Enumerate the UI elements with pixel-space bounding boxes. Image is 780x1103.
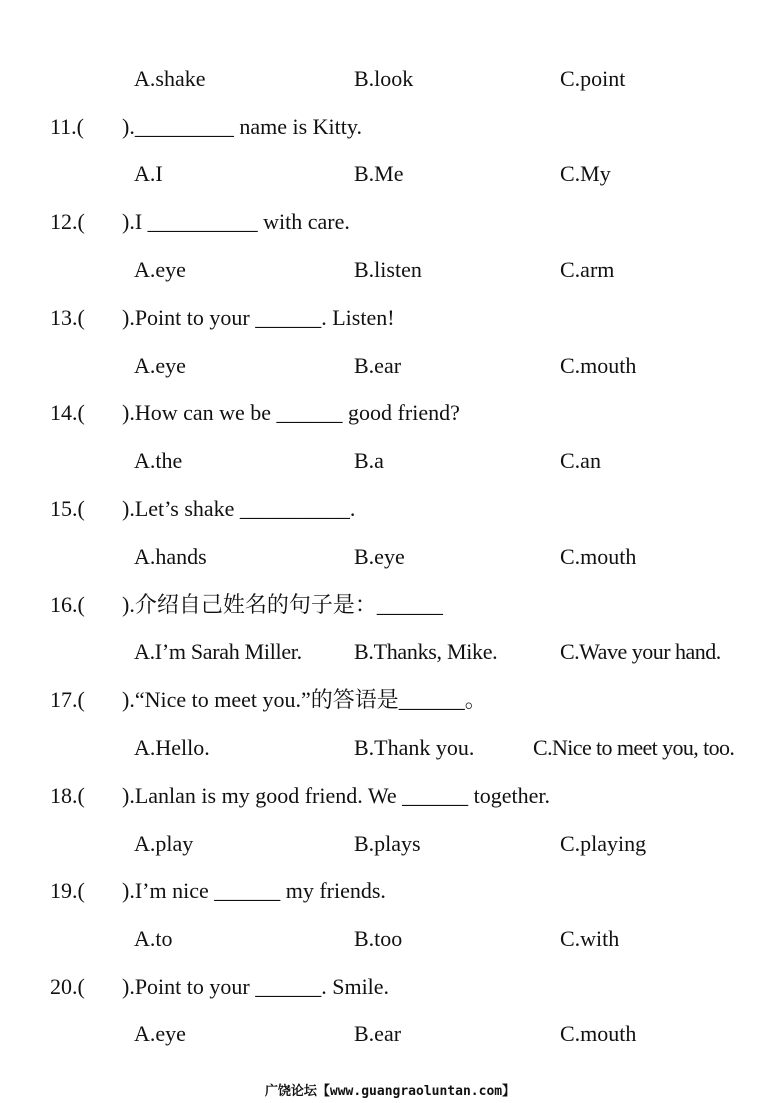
option-b: B.listen	[354, 257, 422, 282]
options-row-20	[0, 1014, 780, 1054]
question-text: ).Point to your ______. Listen!	[122, 305, 395, 330]
option-c: C.mouth	[560, 544, 637, 569]
question-number: 18.(	[50, 783, 85, 808]
option-c: C.arm	[560, 257, 615, 282]
question-14	[0, 393, 780, 433]
option-c: C.mouth	[560, 1021, 637, 1046]
question-20	[0, 967, 780, 1007]
option-a: A.the	[134, 448, 183, 473]
option-b: B.too	[354, 926, 403, 951]
options-row-11	[0, 154, 780, 194]
option-a: A.to	[134, 926, 173, 951]
option-b: B.ear	[354, 1021, 402, 1046]
question-number: 20.(	[50, 974, 85, 999]
question-number: 16.(	[50, 592, 85, 617]
option-b: B.ear	[354, 353, 402, 378]
question-text: ).How can we be ______ good friend?	[122, 400, 460, 425]
question-11	[0, 107, 780, 147]
options-row-17	[0, 728, 780, 768]
options-row-12	[0, 250, 780, 290]
question-number: 14.(	[50, 400, 85, 425]
question-number: 12.(	[50, 209, 85, 234]
question-number: 17.(	[50, 687, 85, 712]
option-c: C.mouth	[560, 353, 637, 378]
options-row-10	[0, 59, 780, 99]
option-c: C.with	[560, 926, 620, 951]
question-19	[0, 871, 780, 911]
options-row-14	[0, 441, 780, 481]
option-c: C.an	[560, 448, 601, 473]
question-text: ).Lanlan is my good friend. We ______ together.	[122, 783, 550, 808]
option-a: A.Hello.	[134, 735, 210, 760]
option-b: B.Thank you.	[354, 735, 475, 760]
option-c: C.Wave your hand.	[560, 639, 721, 664]
option-b: B.Me	[354, 161, 404, 186]
option-a: A.eye	[134, 257, 186, 282]
option-b: B.a	[354, 448, 384, 473]
option-c: C.My	[560, 161, 611, 186]
options-row-18	[0, 824, 780, 864]
option-b: B.look	[354, 66, 414, 91]
question-number: 13.(	[50, 305, 85, 330]
question-text: ).“Nice to meet you.”的答语是______。	[122, 687, 487, 712]
footer-watermark: 广饶论坛【www.guangraoluntan.com】	[264, 1084, 516, 1099]
options-row-19	[0, 919, 780, 959]
question-12	[0, 202, 780, 242]
option-b: B.Thanks, Mike.	[354, 639, 498, 664]
question-text: ).介绍自己姓名的句子是：______	[122, 592, 443, 617]
option-c: C.point	[560, 66, 626, 91]
options-row-13	[0, 346, 780, 386]
options-row-16	[0, 632, 780, 672]
question-text: ).Point to your ______. Smile.	[122, 974, 390, 999]
question-text: ).Let’s shake __________.	[122, 496, 356, 521]
question-17	[0, 680, 780, 720]
question-18	[0, 776, 780, 816]
option-a: A.I’m Sarah Miller.	[134, 639, 302, 664]
question-number: 11.(	[50, 114, 85, 139]
question-number: 19.(	[50, 878, 85, 903]
question-15	[0, 489, 780, 529]
options-row-15	[0, 537, 780, 577]
option-a: A.eye	[134, 353, 186, 378]
question-text: ).I __________ with care.	[122, 209, 350, 234]
option-a: A.I	[134, 161, 163, 186]
question-16	[0, 585, 780, 625]
option-a: A.shake	[134, 66, 206, 91]
option-b: B.plays	[354, 831, 421, 856]
question-13	[0, 298, 780, 338]
question-text: ).I’m nice ______ my friends.	[122, 878, 386, 903]
option-c: C.playing	[560, 831, 647, 856]
question-text: )._________ name is Kitty.	[122, 114, 362, 139]
option-a: A.eye	[134, 1021, 186, 1046]
question-number: 15.(	[50, 496, 85, 521]
option-b: B.eye	[354, 544, 405, 569]
option-a: A.hands	[134, 544, 207, 569]
option-a: A.play	[134, 831, 194, 856]
option-c: C.Nice to meet you, too.	[533, 735, 735, 760]
